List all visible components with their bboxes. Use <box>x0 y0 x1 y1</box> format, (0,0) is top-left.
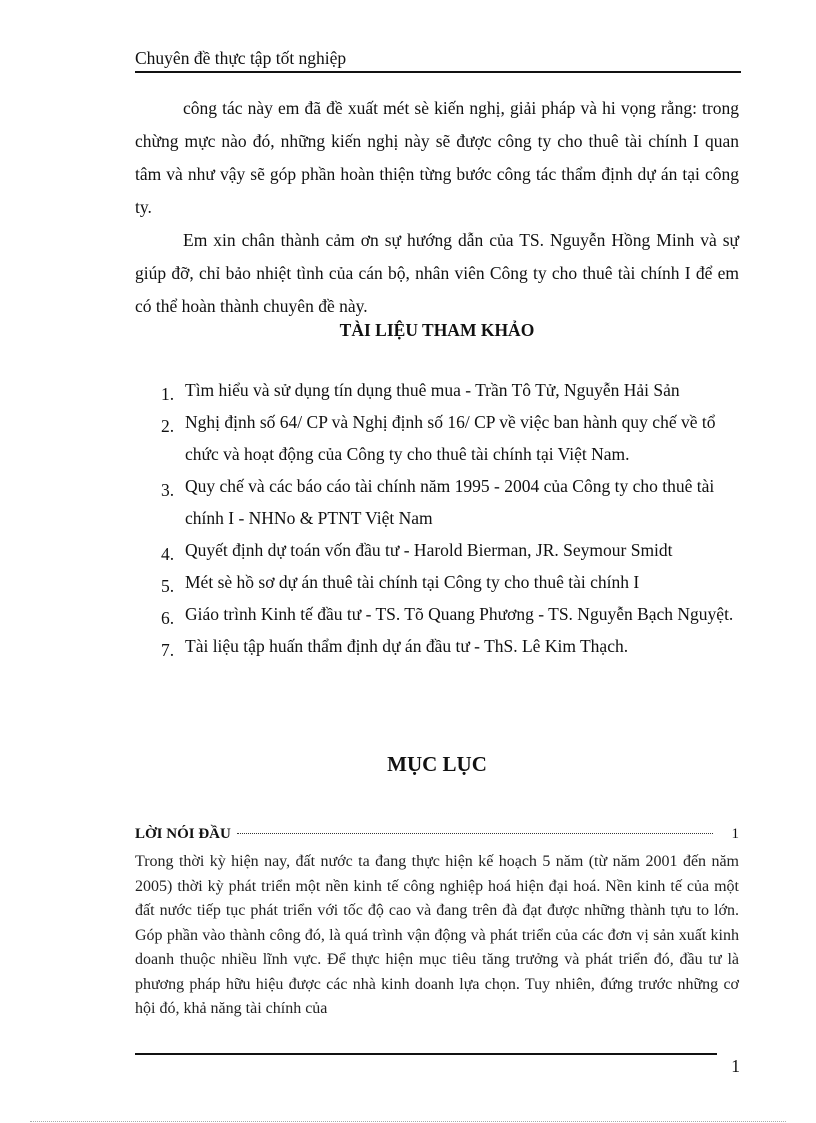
closing-paragraph-2: Em xin chân thành cảm ơn sự hướng dẫn của TS. Nguyễn Hồng Minh và sự giúp đỡ, chỉ bảo nhiệt tình của cán bộ, nhân viên Công ty cho thuê tài chính I để em có thể hoàn thành chuyên đề này. <box>135 230 739 316</box>
reference-text: Tài liệu tập huấn thẩm định dự án đầu tư - ThS. Lê Kim Thạch. <box>185 636 629 656</box>
reference-item <box>135 566 739 598</box>
reference-text: Giáo trình Kinh tế đầu tư - TS. Tõ Quang Phương - TS. Nguyễn Bạch Nguyệt. <box>185 604 734 624</box>
reference-number: 6. <box>161 608 175 628</box>
reference-text: Quy chế và các báo cáo tài chính năm 1995 - 2004 của Công ty cho thuê tài chính I - NHNo & PTNT Việt Nam <box>185 476 715 528</box>
toc-entry[interactable] <box>135 826 739 843</box>
reference-number: 4. <box>161 544 175 564</box>
reference-number: 3. <box>161 480 175 500</box>
toc-leader-dots <box>237 833 713 834</box>
footer-rule <box>135 1053 717 1055</box>
reference-number: 5. <box>161 576 175 596</box>
page-break-divider <box>30 1121 786 1122</box>
toc-heading: MỤC LỤC <box>387 752 487 776</box>
reference-item <box>135 374 739 406</box>
toc-entry-label: LỜI NÓI ĐẦU <box>135 826 231 842</box>
page-header: Chuyên đề thực tập tốt nghiệp <box>135 48 741 73</box>
reference-text: Nghị định số 64/ CP và Nghị định số 16/ CP về việc ban hành quy chế về tổ chức và hoạt động của Công ty cho thuê tài chính tại Việt Nam. <box>185 412 716 464</box>
introduction-paragraph: Trong thời kỳ hiện nay, đất nước ta đang thực hiện kế hoạch 5 năm (từ năm 2001 đến năm 2005) thời kỳ phát triển một nền kinh tế công nghiệp hoá hiện đại hoá. Nền kinh tế của một đất nước tiếp tục phát triển với tốc độ cao và đang trên đà đạt được những thành tựu to lớn. Góp phần vào thành công đó, là quá trình vận động và phát triển của các đơn vị sản xuất kinh doanh thuộc nhiều lĩnh vực. Để thực hiện mục tiêu tăng trưởng và phát triển đó, đầu tư là phương pháp hữu hiệu được các nhà kinh doanh lựa chọn. Tuy nhiên, đứng trước những cơ hội đó, khả năng tài chính của <box>135 853 739 1017</box>
reference-number: 1. <box>161 384 175 404</box>
reference-item <box>135 470 739 534</box>
reference-item <box>135 406 739 470</box>
references-heading: TÀI LIỆU THAM KHẢO <box>339 320 535 340</box>
closing-body <box>135 92 739 323</box>
reference-item <box>135 534 739 566</box>
reference-text: Quyết định dự toán vốn đầu tư - Harold Bierman, JR. Seymour Smidt <box>185 540 673 560</box>
reference-item <box>135 598 739 630</box>
reference-text: Mét sè hồ sơ dự án thuê tài chính tại Công ty cho thuê tài chính I <box>185 572 640 592</box>
reference-number: 7. <box>161 640 175 660</box>
reference-text: Tìm hiểu và sử dụng tín dụng thuê mua - Trần Tô Tử, Nguyễn Hải Sản <box>185 380 680 400</box>
reference-item <box>135 630 739 662</box>
toc-entry-page: 1 <box>731 826 739 842</box>
reference-number: 2. <box>161 416 175 436</box>
closing-paragraph-1: công tác này em đã đề xuất mét sè kiến nghị, giải pháp và hi vọng rằng: trong chừng mực nào đó, những kiến nghị này sẽ được công ty cho thuê tài chính I quan tâm và như vậy sẽ góp phần hoàn thiện từng bước công tác thẩm định dự án tại công ty. <box>135 98 739 217</box>
references-list <box>135 374 739 662</box>
page-number: 1 <box>731 1056 740 1076</box>
